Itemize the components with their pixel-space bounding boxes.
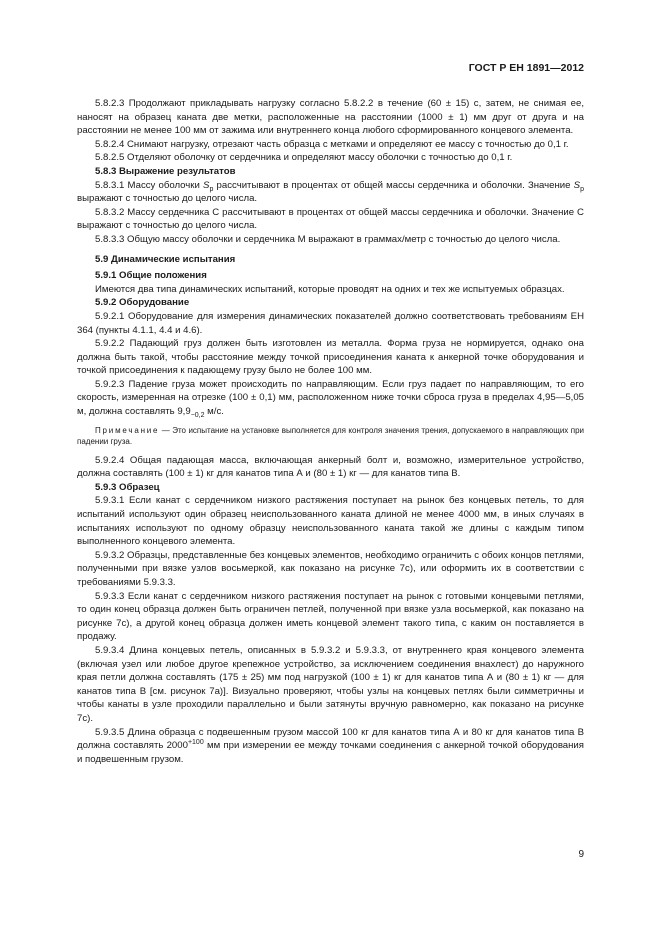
page-number: 9 xyxy=(578,849,584,860)
document-body xyxy=(77,97,584,766)
paragraph-5-9-3-5: 5.9.3.5 Длина образца с подвешенным грузом массой 100 кг для канатов типа А и 80 кг для канатов типа В должна составлять $2000^{+100}$ мм при измерении ее между точками соединения с анкерной точкой оборудования и подвешенным грузом. xyxy=(77,726,584,765)
document-id: ГОСТ Р ЕН 1891—2012 xyxy=(468,62,584,74)
paragraph-5-8-2-4: 5.8.2.4 Снимают нагрузку, отрезают часть образца с метками и определяют ее массу с точностью до 0,1 г. xyxy=(95,138,569,150)
heading-5-9: 5.9 Динамические испытания xyxy=(95,253,236,265)
paragraph-5-9-3-4: 5.9.3.4 Длина концевых петель, описанных в 5.9.3.2 и 5.9.3.3, от внутреннего края концевого элемента (включая узел или любое другое крепежное устройство, за исключением соединения внахлест) до наружного края петли должна составлять (175 ± 25) мм под нагрузкой (100 ± 1) кг для канатов типа А и (80 ± 1) кг — для канатов типа В [см. рисунок 7а)]. Визуально проверяют, чтобы узлы на концевых петлях были симметричны и чтобы канаты в узле проходили параллельно и были затянуты вручную равномерно, как показано на рисунке 7с). xyxy=(77,644,584,724)
note-text: — Это испытание на установке выполняется для контроля значения трения, допускаемого в направляющих при падении груза. xyxy=(77,425,584,447)
note-label: Примечание xyxy=(95,425,160,435)
heading-5-9-3: 5.9.3 Образец xyxy=(95,481,160,493)
paragraph-5-9-3-1: 5.9.3.1 Если канат с сердечником низкого растяжения поступает на рынок без концевых петель, то для испытаний используют один образец неиспользованного каната длиной не менее 4000 мм, в иных случаях в испытаниях используют по одному образцу неиспользованного каната такой же длины с каждым типом выполненного концевого элемента. xyxy=(77,495,584,548)
paragraph-5-8-3-2: 5.8.3.2 Массу сердечника С рассчитывают в процентах от общей массы сердечника и оболочки. Значение С выражают с точностью до целого числа. xyxy=(77,206,584,232)
paragraph-5-9-1: Имеются два типа динамических испытаний, которые проводят на одних и тех же испытуемых образцах. xyxy=(95,283,565,295)
note xyxy=(77,425,584,448)
paragraph-5-8-3-1: 5.8.3.1 Массу оболочки $S_p$ рассчитывают в процентах от общей массы сердечника и оболочки. Значение $S_p$ выражают с точностью до целого числа. xyxy=(77,179,584,205)
heading-5-9-1: 5.9.1 Общие положения xyxy=(95,270,207,282)
paragraph-5-8-2-5: 5.8.2.5 Отделяют оболочку от сердечника и определяют массу оболочки с точностью до 0,1 г. xyxy=(95,152,513,164)
heading-5-8-3: 5.8.3 Выражение результатов xyxy=(95,165,236,177)
paragraph-5-9-2-1: 5.9.2.1 Оборудование для измерения динамических показателей должно соответствовать требованиям ЕН 364 (пункты 4.1.1, 4.4 и 4.6). xyxy=(77,310,584,336)
paragraph-5-8-2-3: 5.8.2.3 Продолжают прикладывать нагрузку согласно 5.8.2.2 в течение (60 ± 15) с, затем, не снимая ее, наносят на образец каната две метки, расположенные на расстоянии (1000 ± 1) мм друг от друга и на расстоянии не менее 100 мм от зажима или внутреннего конца любого сформированного концевого элемента. xyxy=(77,98,584,137)
paragraph-5-9-2-2: 5.9.2.2 Падающий груз должен быть изготовлен из металла. Форма груза не нормируется, однако она должна быть такой, чтобы расстояние между точкой присоединения каната к анкерной точке оборудования и точкой присоединения к падающему грузу было не более 100 мм. xyxy=(77,338,584,377)
paragraph-5-9-3-2: 5.9.3.2 Образцы, представленные без концевых элементов, необходимо ограничить с обоих концов петлями, полученными при вязке узлов восьмеркой, как показано на рисунке 7с), или оформить их в соответствии с требованиями 5.9.3.3. xyxy=(77,549,584,588)
heading-5-9-2: 5.9.2 Оборудование xyxy=(95,297,190,309)
paragraph-5-9-2-4: 5.9.2.4 Общая падающая масса, включающая анкерный болт и, возможно, измерительное устройство, должна составлять (100 ± 1) кг для канатов типа А и (80 ± 1) кг — для канатов типа В. xyxy=(77,454,584,480)
paragraph-5-8-3-3: 5.8.3.3 Общую массу оболочки и сердечника М выражают в граммах/метр с точностью до целого числа. xyxy=(95,233,561,245)
paragraph-5-9-2-3: 5.9.2.3 Падение груза может происходить по направляющим. Если груз падает по направляющим, то его скорость, измеренная на отрезке (100 ± 0,1) мм, расположенном ниже точки сброса груза в пределах 4,95—5,05 м, должна составлять $9,9_{-0,2}$ м/с. xyxy=(77,378,584,419)
paragraph-5-9-3-3: 5.9.3.3 Если канат с сердечником низкого растяжения поступает на рынок с готовыми концевыми петлями, то один конец образца должен быть ограничен петлей, полученной при вязке узла восьмеркой, как показано на рисунке 7с), а другой конец образца должен иметь концевой элемент такого типа, с каким он поставляется в продажу. xyxy=(77,590,584,643)
